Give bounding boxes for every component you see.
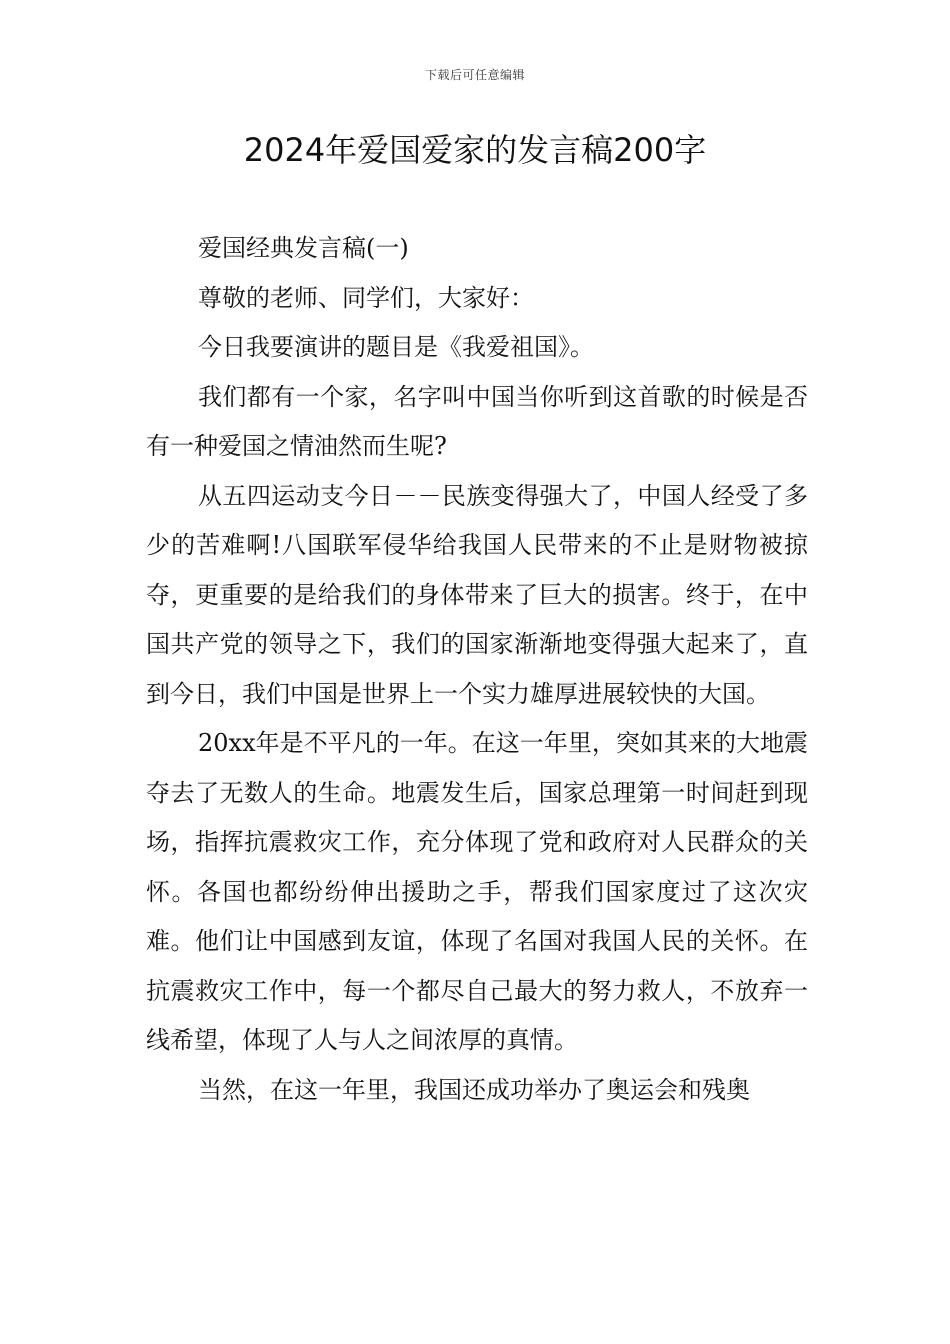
paragraph-home: 我们都有一个家，名字叫中国当你听到这首歌的时候是否有一种爱国之情油然而生呢? [146,382,808,460]
paragraph-subtitle: 爱国经典发言稿(一) [198,234,409,262]
paragraph-earthquake: 20xx年是不平凡的一年。在这一年里，突如其来的大地震夺去了无数人的生命。地震发生后，国家总理第一时间赶到现场，指挥抗震救灾工作，充分体现了党和政府对人民群众的关怀。各国也都纷纷伸出援助之手，帮我们国家度过了这次灾难。他们让中国感到友谊，体现了名国对我国人民的关怀。在抗震救灾工作中，每一个都尽自己最大的努力救人，不放弃一线希望，体现了人与人之间浓厚的真情。 [146,729,808,1054]
paragraph-olympics: 当然，在这一年里，我国还成功举办了奥运会和残奥 [198,1075,750,1104]
header-note: 下载后可任意编辑 [424,68,525,82]
paragraph-topic: 今日我要演讲的题目是《我爱祖国》。 [198,333,594,361]
paragraph-greeting: 尊敬的老师、同学们，大家好： [198,283,534,312]
paragraph-history: 从五四运动支今日－－民族变得强大了，中国人经受了多少的苦难啊!八国联军侵华给我国人民带来的不止是财物被掠夺，更重要的是给我们的身体带来了巨大的损害。终于，在中国共产党的领导之下，我们的国家渐渐地变得强大起来了，直到今日，我们中国是世界上一个实力雄厚进展较快的大国。 [146,481,808,708]
document-body [146,224,808,1115]
document-title: 2024年爱国爱家的发言稿200字 [243,131,707,169]
